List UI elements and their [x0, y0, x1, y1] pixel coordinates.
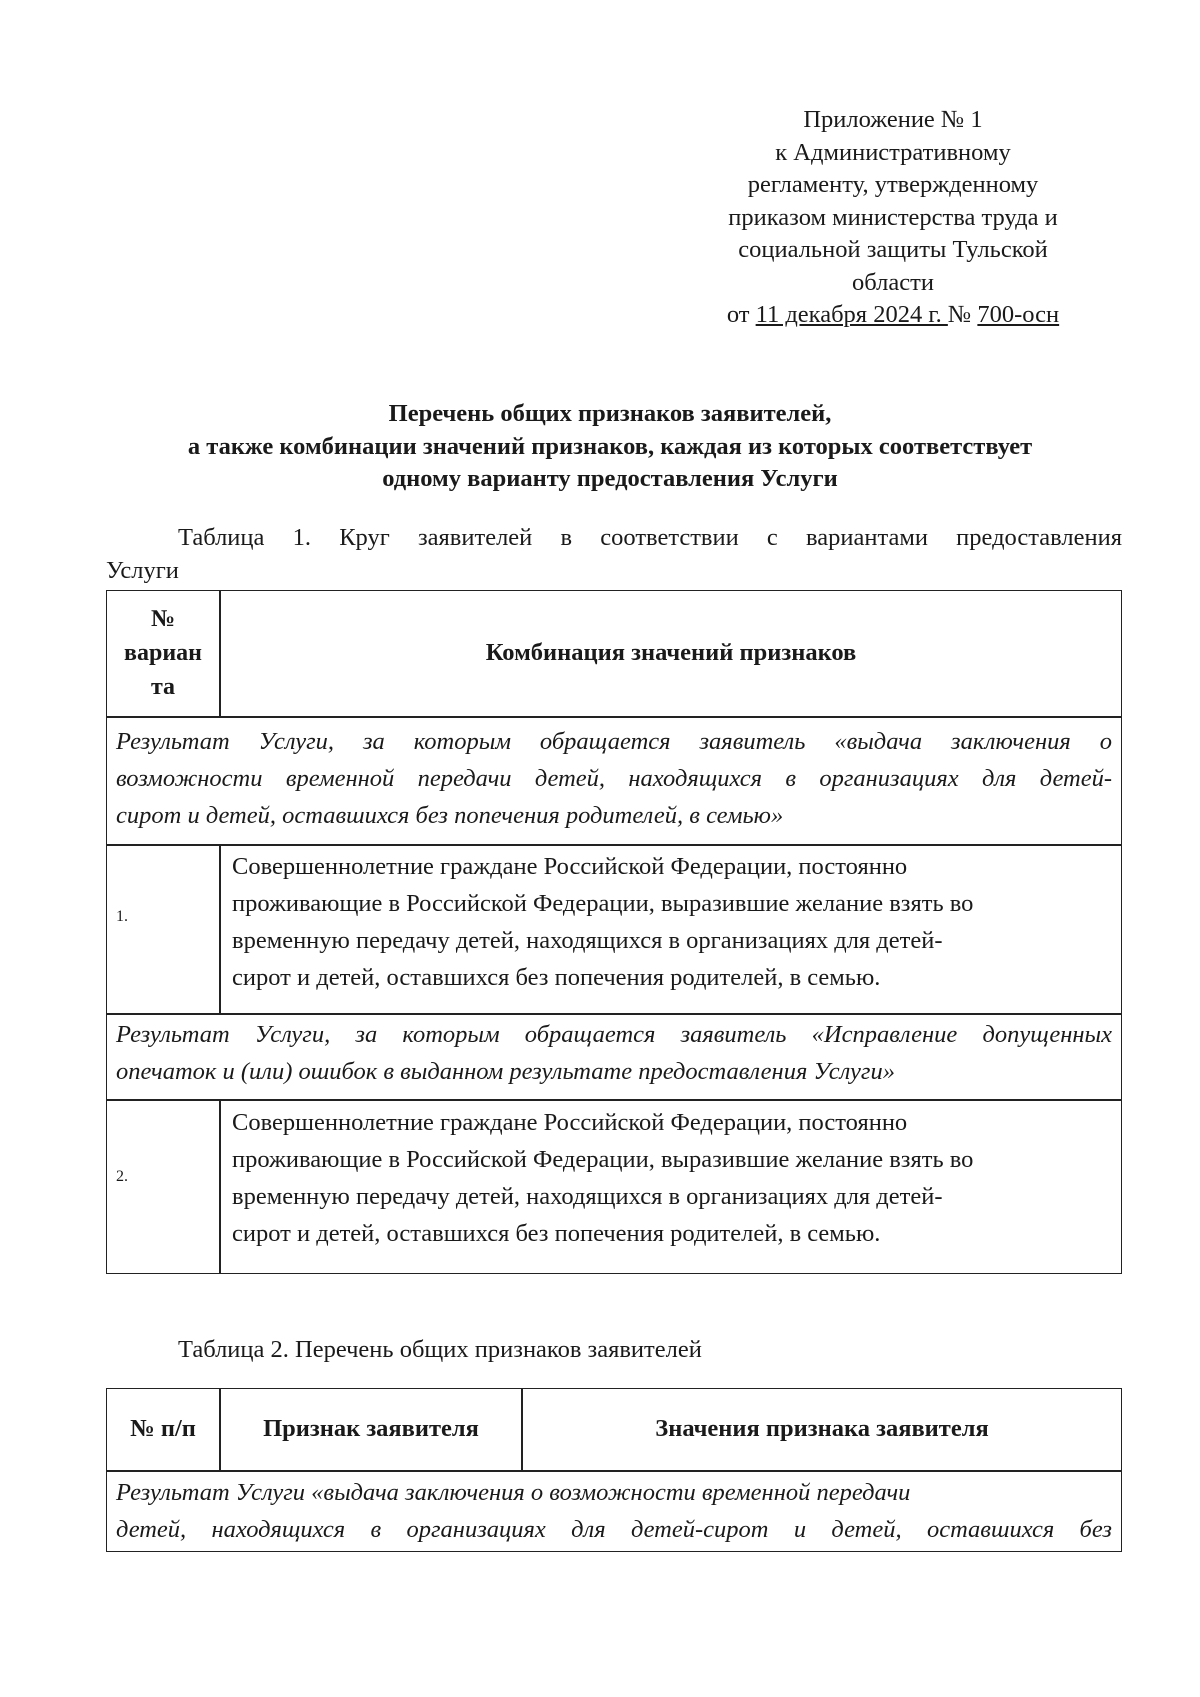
- order-date: 11 декабря 2024 г.: [755, 301, 948, 328]
- table1-caption-line: Услуги: [106, 557, 179, 584]
- appendix-line: к Административному: [775, 138, 1011, 166]
- order-number-sign: №: [947, 301, 978, 328]
- title-line: Перечень общих признаков заявителей,: [388, 400, 832, 427]
- section-line: Результат Услуги «выдача заключения о возможности временной передачи: [116, 1479, 911, 1506]
- table2-row-divider: [106, 1470, 1122, 1472]
- appendix-header: [690, 104, 1096, 332]
- table1-row1-text: [232, 848, 1112, 996]
- row-line: проживающие в Российской Федерации, выразившие желание взять во: [232, 1146, 974, 1173]
- section-line: сирот и детей, оставшихся без попечения родителей, в семью»: [116, 802, 784, 829]
- row-line: временную передачу детей, находящихся в организациях для детей-: [232, 927, 943, 954]
- table1-column-divider: [219, 1099, 221, 1274]
- title-line: одному варианту предоставления Услуги: [382, 465, 838, 492]
- table1-row-divider: [106, 1099, 1122, 1101]
- table1-caption: [106, 521, 1122, 587]
- table1-row2-number: 2.: [116, 1168, 128, 1185]
- appendix-order-ref: [690, 299, 1096, 332]
- appendix-line: приказом министерства труда и: [728, 203, 1058, 231]
- row-line: проживающие в Российской Федерации, выразившие желание взять во: [232, 890, 974, 917]
- appendix-line: регламенту, утвержденному: [747, 171, 1039, 198]
- document-title: [100, 398, 1120, 496]
- table1-section-result-2: [116, 1016, 1112, 1090]
- table1: [106, 590, 1122, 1274]
- table1-section-result-1: [116, 723, 1112, 834]
- appendix-line: социальной защиты Тульской: [738, 236, 1048, 263]
- appendix-title: Приложение № 1: [803, 106, 983, 133]
- table2-section-result-1: [116, 1474, 1112, 1548]
- table2-caption: Таблица 2. Перечень общих признаков заявителей: [178, 1336, 702, 1363]
- header-num-line: та: [150, 674, 176, 700]
- section-line: опечаток и (или) ошибок в выданном результате предоставления Услуги»: [116, 1058, 895, 1085]
- table1-header-number: [106, 590, 220, 716]
- table2-header-values: Значения признака заявителя: [655, 1415, 989, 1442]
- table1-row-divider: [106, 844, 1122, 846]
- header-num-line: №: [150, 606, 176, 632]
- table1-column-divider: [219, 844, 221, 1014]
- table1-row1-number: 1.: [116, 908, 128, 925]
- table2-header-attribute: Признак заявителя: [263, 1415, 479, 1442]
- order-number: 700-осн: [977, 301, 1060, 328]
- row-line: временную передачу детей, находящихся в организациях для детей-: [232, 1183, 943, 1210]
- section-line: возможности временной передачи детей, находящихся в организациях для детей-: [116, 765, 1112, 792]
- table2-header-number: № п/п: [130, 1415, 196, 1442]
- table1-row-divider: [106, 1013, 1122, 1015]
- table1-row2-text: [232, 1104, 1112, 1252]
- row-line: Совершеннолетние граждане Российской Федерации, постоянно: [232, 853, 908, 880]
- table1-header-combination: Комбинация значений признаков: [485, 639, 857, 666]
- title-line: а также комбинации значений признаков, каждая из которых соответствует: [187, 432, 1033, 460]
- row-line: Совершеннолетние граждане Российской Федерации, постоянно: [232, 1109, 908, 1136]
- section-line: Результат Услуги, за которым обращается заявитель «Исправление допущенных: [116, 1021, 1112, 1048]
- table1-row-divider: [106, 716, 1122, 718]
- header-num-line: вариан: [124, 640, 202, 666]
- table2: [106, 1388, 1122, 1552]
- order-prefix: от: [726, 301, 756, 328]
- section-line: Результат Услуги, за которым обращается заявитель «выдача заключения о: [116, 728, 1112, 755]
- appendix-line: области: [852, 268, 934, 296]
- row-line: сирот и детей, оставшихся без попечения родителей, в семью.: [232, 1220, 881, 1247]
- row-line: сирот и детей, оставшихся без попечения родителей, в семью.: [232, 964, 881, 991]
- table1-caption-line: Таблица 1. Круг заявителей в соответствии с вариантами предоставления: [178, 524, 1122, 551]
- section-line: детей, находящихся в организациях для детей-сирот и детей, оставшихся без: [116, 1516, 1112, 1543]
